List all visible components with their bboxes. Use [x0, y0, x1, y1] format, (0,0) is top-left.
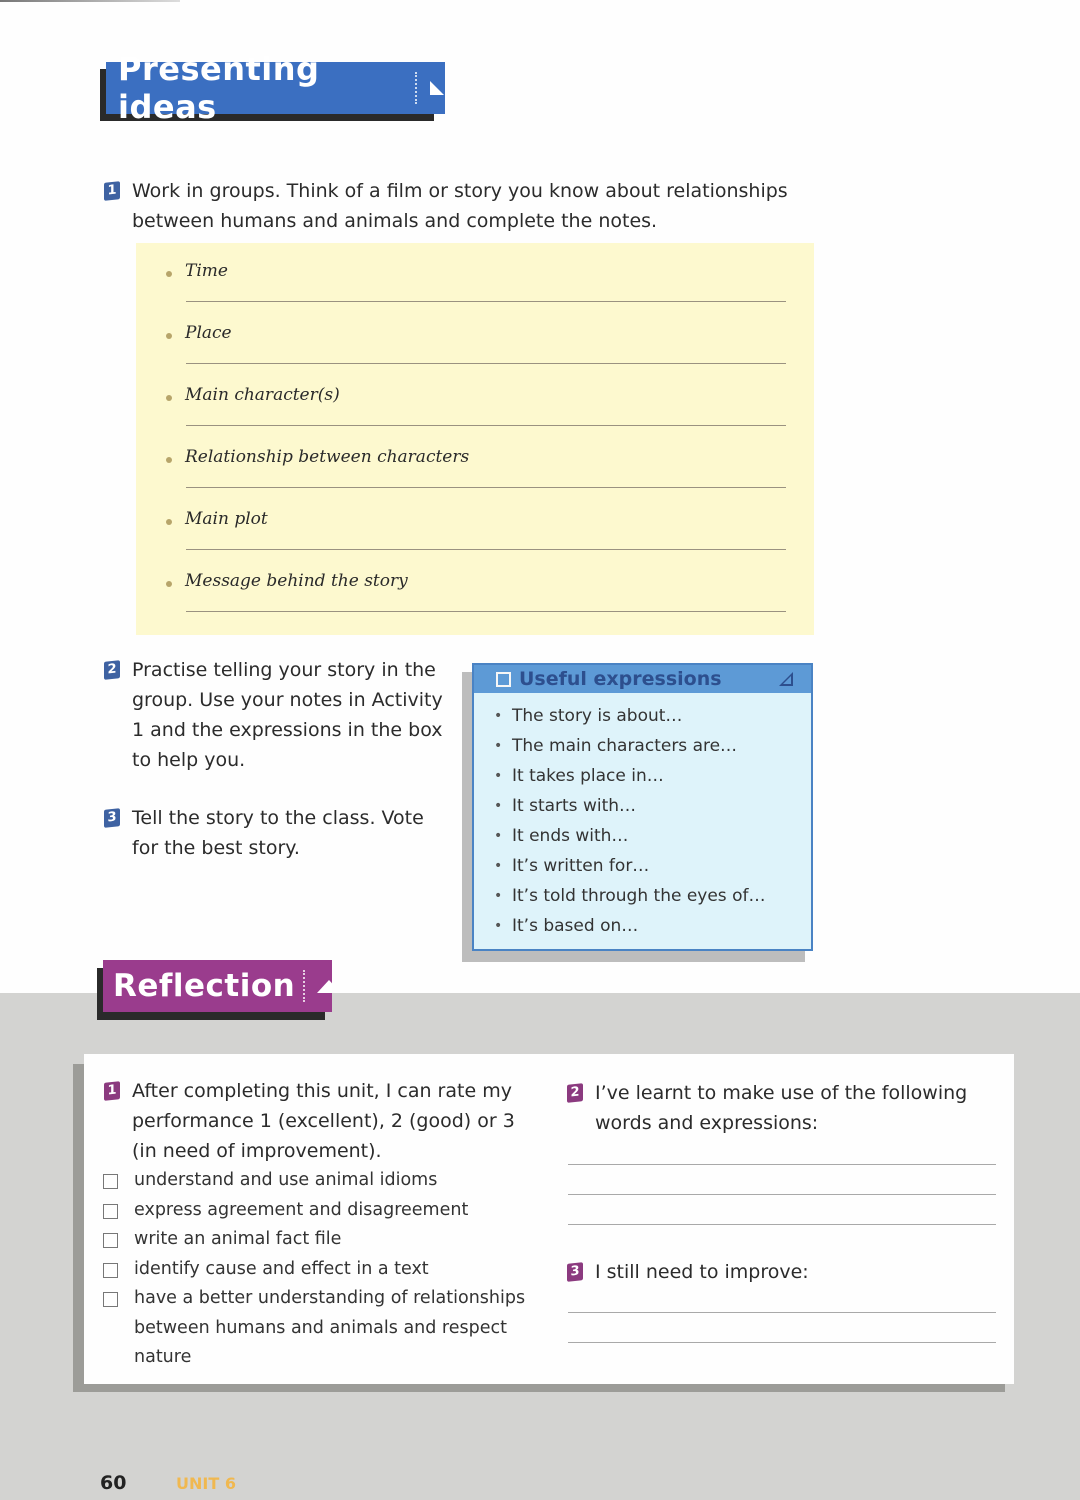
corner-triangle-icon: [779, 672, 793, 686]
activity-number-badge: 2: [104, 660, 120, 680]
activity-3-instructions: Tell the story to the class. Vote for the best story.: [132, 807, 424, 859]
checklist-item: [103, 1225, 543, 1255]
unit-label: UNIT 6: [176, 1474, 236, 1493]
square-icon: [496, 672, 511, 687]
write-line[interactable]: [568, 1312, 996, 1313]
expression-item: • The story is about…: [494, 701, 811, 731]
checkbox-spacer: [103, 1322, 118, 1337]
expression-item: • It takes place in…: [494, 761, 811, 791]
bullet-icon: [166, 457, 172, 463]
banner-separator: [415, 72, 417, 103]
checklist-item: [103, 1284, 543, 1314]
activity-number-badge: 3: [567, 1262, 583, 1282]
note-label: Main plot: [185, 509, 268, 529]
checklist-label: write an animal fact file: [134, 1229, 342, 1249]
activity-number-badge: 2: [567, 1083, 583, 1103]
bullet-icon: [166, 581, 172, 587]
checklist-label: have a better understanding of relationships: [134, 1288, 526, 1308]
reflection-activity-3: [567, 1257, 987, 1287]
note-write-line[interactable]: [186, 425, 786, 426]
triangle-up-icon: [315, 977, 332, 995]
presenting-ideas-banner: [106, 50, 445, 126]
activity-number-badge: 3: [104, 808, 120, 828]
note-write-line[interactable]: [186, 549, 786, 550]
checklist-item-continuation: [103, 1314, 543, 1373]
expression-item: • It starts with…: [494, 791, 811, 821]
activity-number-badge: 1: [104, 181, 120, 201]
write-line[interactable]: [568, 1342, 996, 1343]
checklist-item: [103, 1166, 543, 1196]
reflection-activity-3-instructions: I still need to improve:: [595, 1261, 809, 1283]
note-write-line[interactable]: [186, 363, 786, 364]
page-number: 60: [100, 1472, 127, 1494]
reflection-activity-1: [104, 1076, 544, 1166]
notes-box: [136, 243, 814, 635]
checklist-label: understand and use animal idioms: [134, 1170, 438, 1190]
note-write-line[interactable]: [186, 301, 786, 302]
expression-item: • It’s written for…: [494, 851, 811, 881]
checklist-label: between humans and animals and respect nature: [134, 1317, 507, 1367]
expressions-list: [474, 701, 811, 941]
rating-checkbox[interactable]: [103, 1263, 118, 1278]
note-write-line[interactable]: [186, 487, 786, 488]
note-label: Main character(s): [185, 385, 340, 405]
expression-item: • It’s based on…: [494, 911, 811, 941]
top-rule: [0, 0, 180, 2]
activity-1: [104, 176, 804, 236]
rating-checkbox[interactable]: [103, 1233, 118, 1248]
note-label: Time: [185, 261, 228, 281]
activity-2-instructions: Practise telling your story in the group. Use your notes in Activity 1 and the expressions in the box to help you.: [132, 659, 443, 771]
reflection-activity-1-instructions: After completing this unit, I can rate my performance 1 (excellent), 2 (good) or 3 (in need of improvement).: [132, 1080, 515, 1162]
note-write-line[interactable]: [186, 611, 786, 612]
rating-checkbox[interactable]: [103, 1204, 118, 1219]
reflection-banner: [103, 960, 332, 1012]
section-title: Reflection: [113, 968, 296, 1004]
useful-expressions-title: Useful expressions: [519, 668, 722, 690]
write-line[interactable]: [568, 1164, 996, 1165]
checklist-label: identify cause and effect in a text: [134, 1258, 429, 1279]
bullet-icon: [166, 395, 172, 401]
bullet-icon: [166, 333, 172, 339]
activity-1-instructions: Work in groups. Think of a film or story you know about relationships between humans and animals and complete the notes.: [132, 180, 788, 232]
rating-checkbox[interactable]: [103, 1292, 118, 1307]
checklist-item: [103, 1196, 543, 1226]
checklist-item: [103, 1255, 543, 1285]
note-label: Relationship between characters: [185, 447, 470, 467]
useful-expressions-box: [472, 663, 813, 951]
write-line[interactable]: [568, 1194, 996, 1195]
bullet-icon: [166, 271, 172, 277]
activity-number-badge: 1: [104, 1081, 120, 1101]
expression-item: • It ends with…: [494, 821, 811, 851]
reflection-activity-2-instructions: I’ve learnt to make use of the following words and expressions:: [595, 1082, 968, 1134]
activity-3: [104, 803, 444, 863]
expression-item: • The main characters are…: [494, 731, 811, 761]
section-title: Presenting ideas: [118, 50, 320, 126]
corner-triangle-icon: [427, 78, 446, 98]
write-line[interactable]: [568, 1224, 996, 1225]
useful-expressions-header: [474, 665, 811, 693]
reflection-activity-2: [567, 1078, 987, 1138]
self-rating-checklist: [103, 1166, 543, 1373]
checklist-label: express agreement and disagreement: [134, 1199, 469, 1220]
rating-checkbox[interactable]: [103, 1174, 118, 1189]
note-label: Message behind the story: [185, 571, 408, 591]
activity-2: [104, 655, 444, 775]
banner-separator: [303, 970, 305, 1001]
expression-item: • It’s told through the eyes of…: [494, 881, 811, 911]
bullet-icon: [166, 519, 172, 525]
note-label: Place: [185, 323, 232, 343]
